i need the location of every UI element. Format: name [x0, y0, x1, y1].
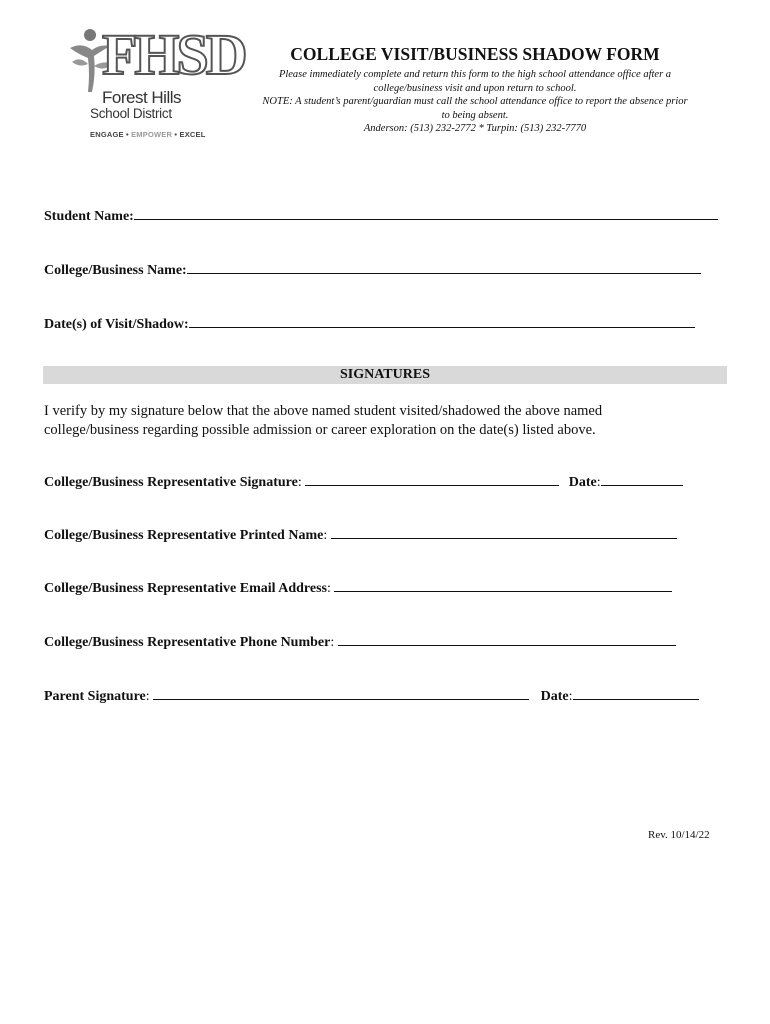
student-name-field[interactable] [134, 206, 718, 220]
college-business-name-field[interactable] [187, 260, 701, 274]
rep-printed-name-label: College/Business Representative Printed Name [44, 528, 324, 543]
colon: : [323, 528, 328, 543]
rep-email-field[interactable] [334, 578, 672, 592]
college-business-name-label: College/Business Name: [44, 263, 187, 278]
logo-name-line1: Forest Hills [102, 88, 182, 107]
colon: : [596, 475, 601, 490]
rep-signature-row [44, 472, 683, 492]
tagline-engage: ENGAGE • [90, 130, 132, 139]
logo-letters: FHSD [102, 22, 245, 87]
form-title: COLLEGE VISIT/BUSINESS SHADOW FORM [290, 44, 660, 64]
colon: : [327, 581, 331, 596]
rep-signature-field[interactable] [305, 472, 559, 486]
colon: : [330, 635, 335, 650]
tagline-excel: • EXCEL [172, 130, 206, 139]
parent-signature-label: Parent Signature [44, 689, 146, 704]
colon: : [145, 689, 150, 704]
colon: : [297, 475, 302, 490]
visit-dates-label: Date(s) of Visit/Shadow: [44, 317, 189, 332]
instruction-line-3: NOTE: A student’s parent/guardian must call the school attendance office to report the absence prior [262, 96, 688, 107]
parent-signature-row [44, 686, 699, 706]
college-business-name-row [44, 260, 701, 280]
instruction-line-2: college/business visit and upon return to school. [373, 82, 577, 94]
rep-printed-name-row [44, 525, 677, 545]
colon: : [568, 689, 573, 704]
verification-statement: I verify by my signature below that the above named student visited/shadowed the above named college/business regarding possible admission or career exploration on the date(s) listed above. [44, 403, 603, 438]
rep-email-label: College/Business Representative Email Address [44, 581, 327, 596]
logo-name-line2: School District [90, 106, 172, 121]
visit-dates-row [44, 314, 695, 334]
student-name-row [44, 206, 718, 226]
form-header [220, 44, 730, 136]
district-logo [66, 22, 245, 144]
rep-email-row [44, 578, 672, 598]
phone-numbers: Anderson: (513) 232-2772 * Turpin: (513) 232-7770 [363, 123, 587, 134]
parent-date-field[interactable] [573, 686, 699, 700]
rep-signature-label: College/Business Representative Signature [44, 475, 298, 490]
logo-tagline [90, 130, 206, 139]
tagline-empower: EMPOWER [131, 130, 173, 139]
rep-date-field[interactable] [601, 472, 683, 486]
rep-phone-label: College/Business Representative Phone Number [44, 635, 331, 650]
rep-phone-field[interactable] [338, 632, 676, 646]
rep-printed-name-field[interactable] [331, 525, 677, 539]
instruction-line-1: Please immediately complete and return this form to the high school attendance office after a [278, 69, 672, 80]
parent-date-label: Date [540, 689, 569, 704]
signatures-heading: SIGNATURES [43, 366, 727, 384]
revision-date: Rev. 10/14/22 [648, 829, 710, 841]
student-name-label: Student Name: [44, 209, 134, 224]
parent-signature-field[interactable] [153, 686, 529, 700]
instruction-line-4: to being absent. [441, 109, 509, 121]
rep-date-label: Date [568, 475, 597, 490]
visit-dates-field[interactable] [189, 314, 695, 328]
rep-phone-row [44, 632, 676, 652]
